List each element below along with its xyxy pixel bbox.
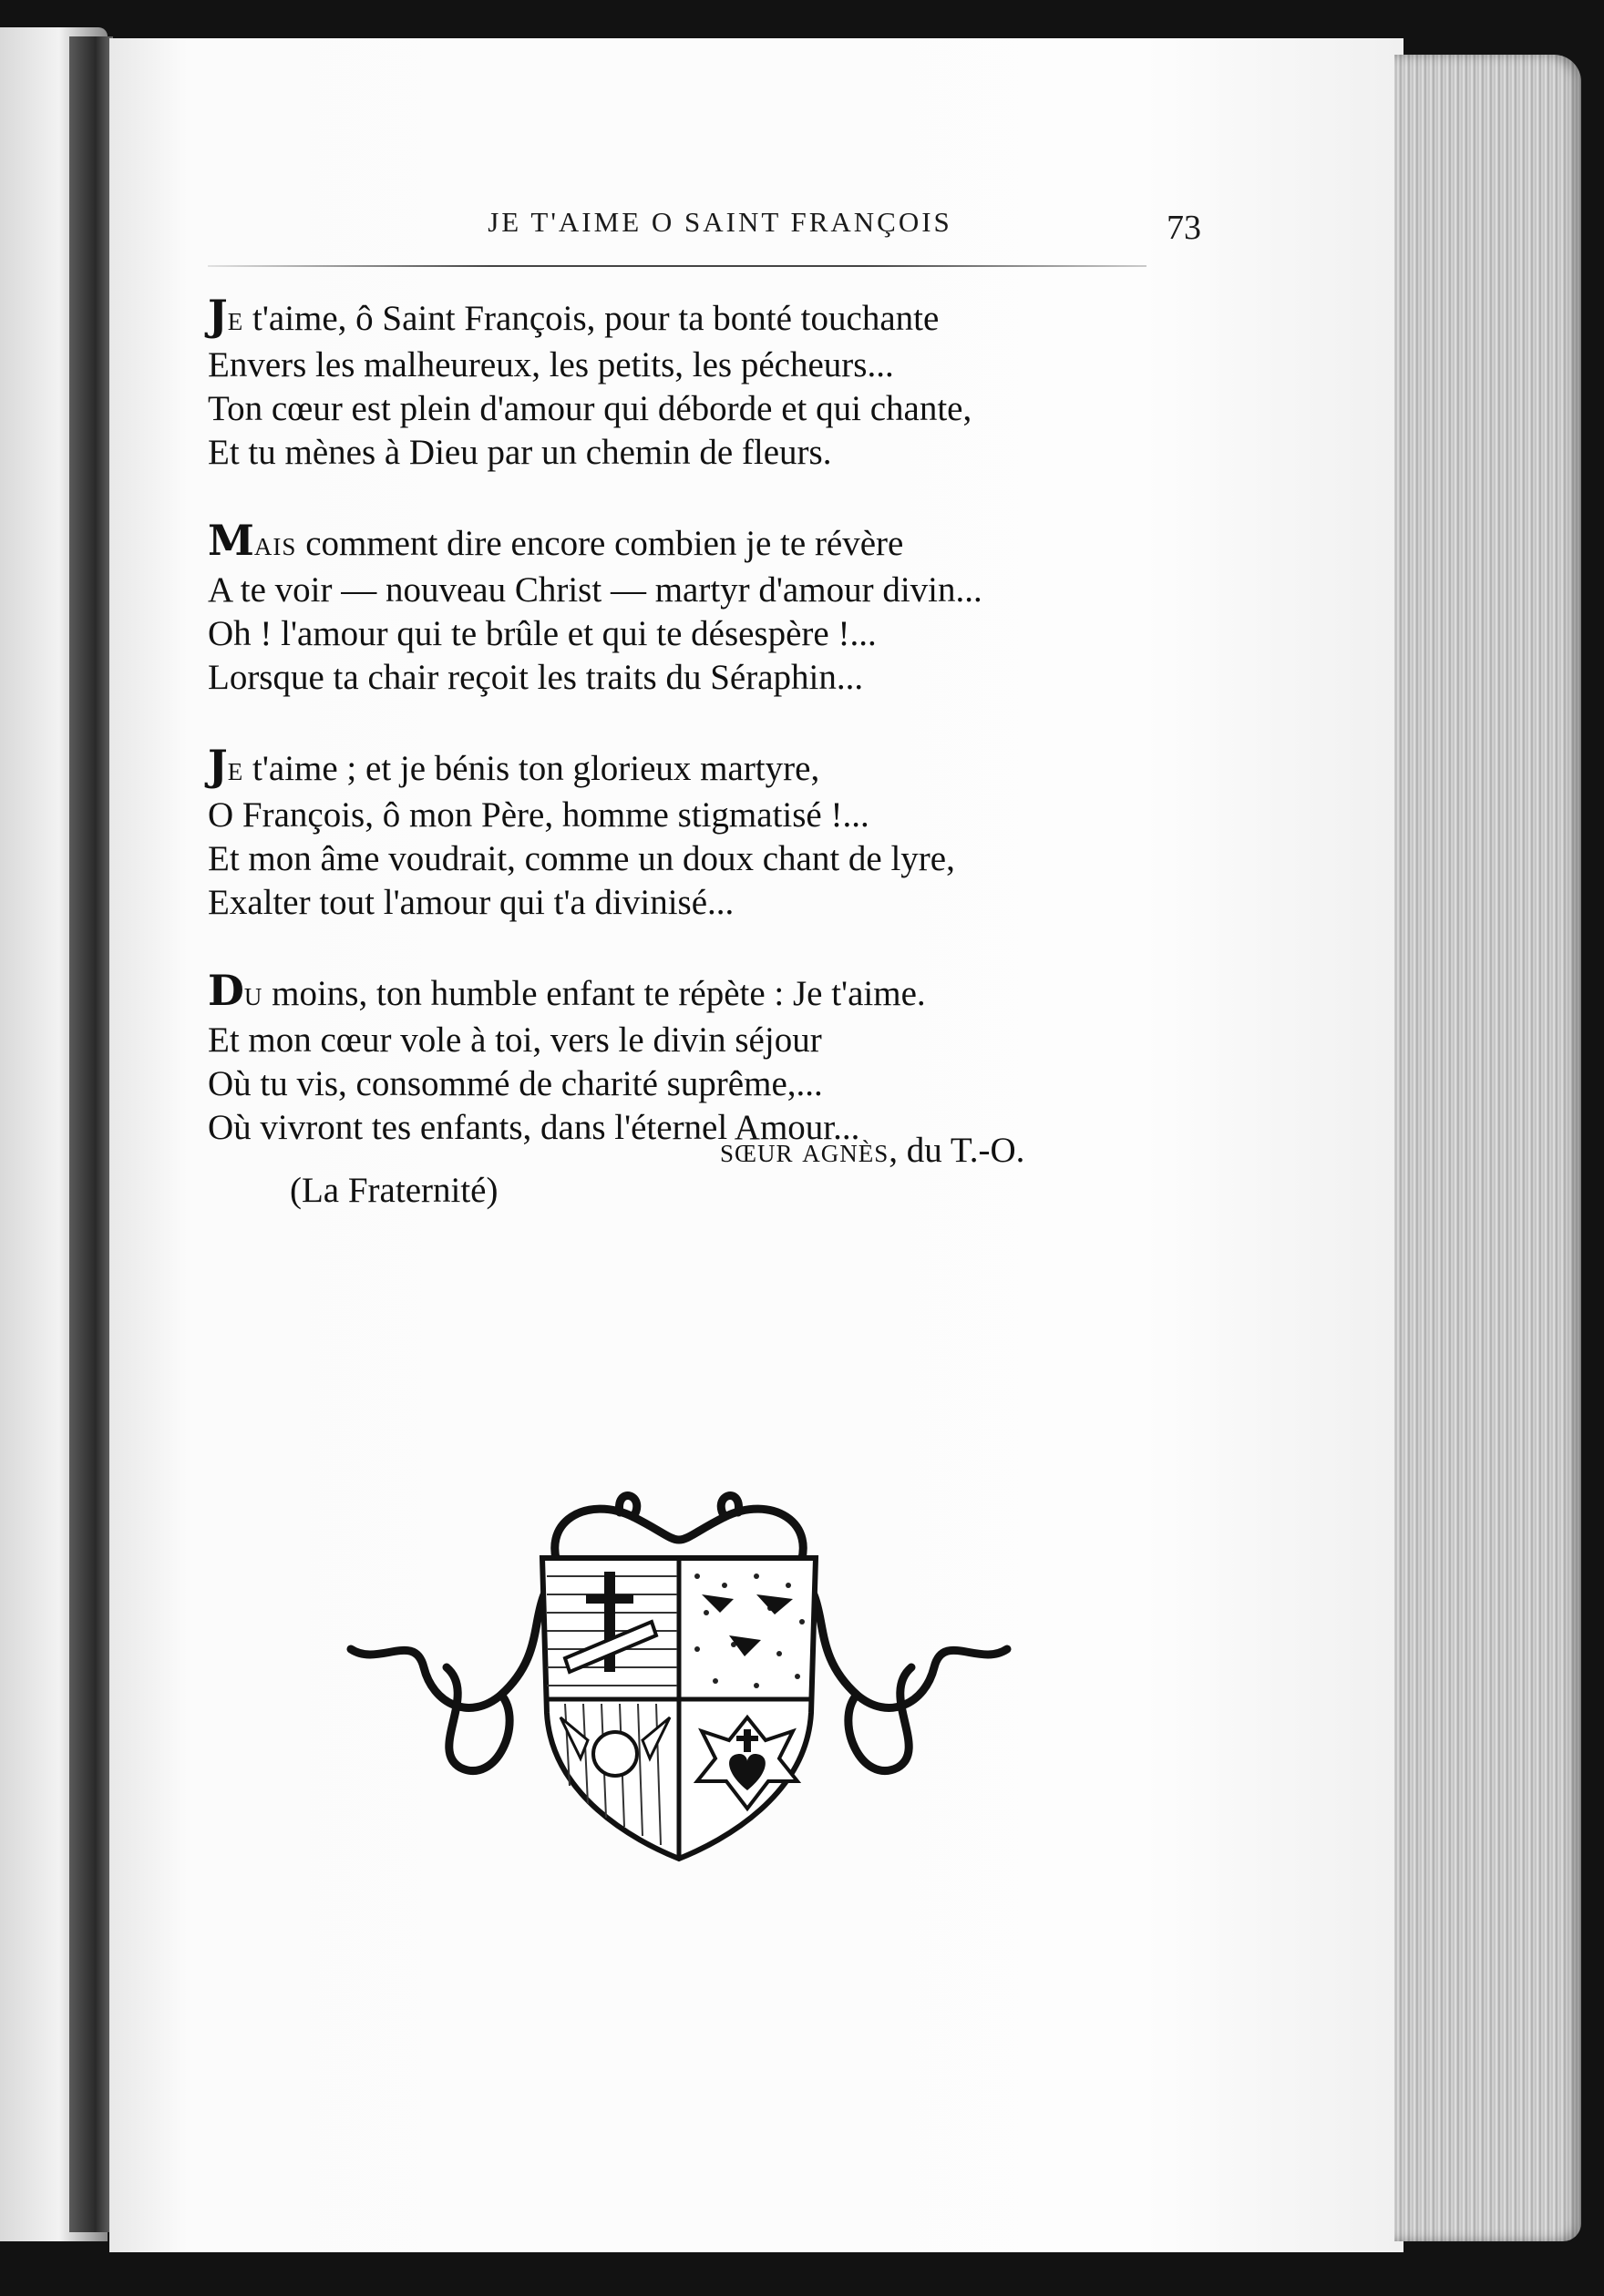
poem-line: Oh ! l'amour qui te brûle et qui te désespère !... [208,614,877,653]
poem-line: Envers les malheureux, les petits, les pécheurs... [208,345,894,384]
poem-line: Et tu mènes à Dieu par un chemin de fleurs. [208,433,832,472]
poem-line: Et mon âme voudrait, comme un doux chant de lyre, [208,839,955,878]
signature [720,1130,1024,1171]
stanza-3 [208,743,1238,925]
drop-initial: M [208,516,254,565]
poem-line: O François, ô mon Père, homme stigmatisé !... [208,795,869,835]
poem-line: Où vivront tes enfants, dans l'éternel Amour... [208,1108,860,1147]
signature-word-1: SŒUR [720,1140,794,1167]
stanza-first-line [208,743,1238,794]
book-gutter [69,36,113,2232]
source-credit: (La Fraternité) [290,1171,499,1210]
running-title: JE T'AIME O SAINT FRANÇOIS [488,206,952,238]
poem-line: Ton cœur est plein d'amour qui déborde et qui chante, [208,389,972,428]
poem-line: Où tu vis, consommé de charité suprême,... [208,1064,823,1103]
poem-line: A te voir — nouveau Christ — martyr d'amour divin... [208,570,982,610]
drop-initial: D [208,966,244,1015]
drop-initial: J [208,291,228,340]
first-line-text: comment dire encore combien je te révère [296,524,904,563]
header-rule [208,265,1146,267]
page-stack-edges [1394,55,1581,2241]
coat-of-arms-icon [342,1485,1016,1868]
stanza-4 [208,966,1238,1150]
initial-smallcaps: E [227,758,244,785]
signature-word-2: AGNÈS [802,1140,889,1167]
stanza-1 [208,293,1238,475]
drop-initial: J [208,741,228,790]
first-line-text: t'aime, ô Saint François, pour ta bonté touchante [243,299,940,338]
stanza-first-line [208,966,1238,1019]
signature-suffix: , du T.-O. [889,1131,1025,1170]
page-number: 73 [1167,209,1201,247]
poem-line: Exalter tout l'amour qui t'a divinisé... [208,883,735,922]
poem-line: Et mon cœur vole à toi, vers le divin séjour [208,1020,822,1060]
poem-line: Lorsque ta chair reçoit les traits du Séraphin... [208,658,864,697]
initial-smallcaps: U [243,983,263,1010]
initial-smallcaps: E [227,308,244,335]
first-line-text: moins, ton humble enfant te répète : Je t'aime. [262,974,926,1013]
stanza-2 [208,518,1238,700]
poem [208,293,1238,1194]
initial-smallcaps: AIS [253,533,297,560]
stanza-first-line [208,518,1238,569]
first-line-text: t'aime ; et je bénis ton glorieux martyre, [243,749,820,788]
stanza-first-line [208,293,1238,343]
